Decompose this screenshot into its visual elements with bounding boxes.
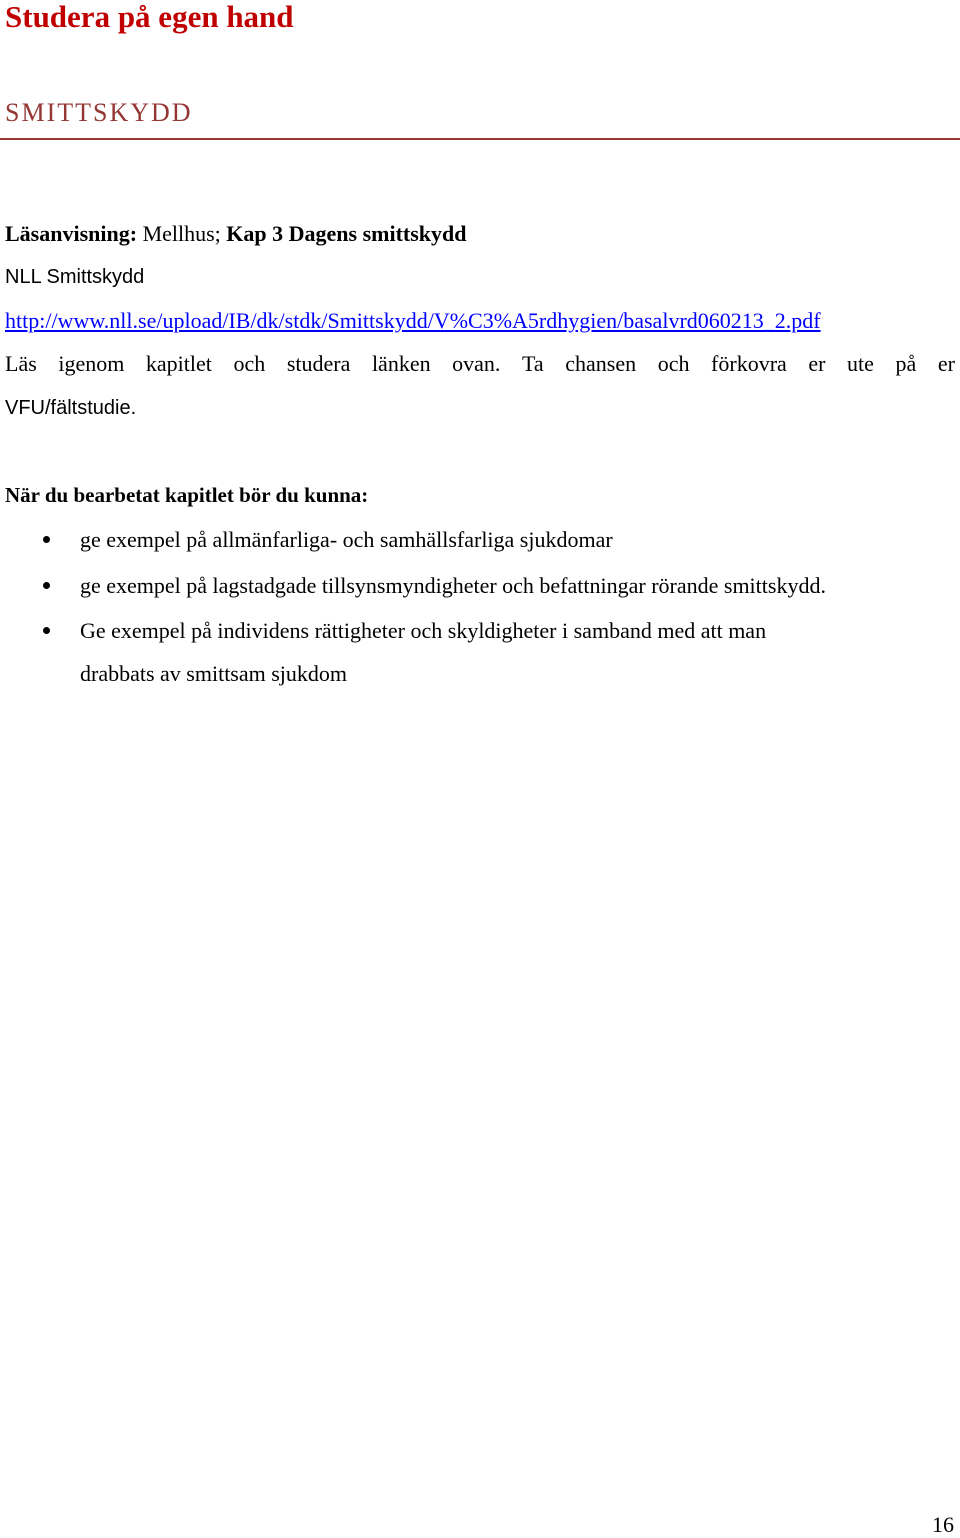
instruction-word: er	[808, 351, 826, 376]
source-name: NLL Smittskydd	[5, 266, 145, 288]
page-number: 16	[932, 1512, 954, 1537]
instruction-word: och	[233, 351, 266, 376]
instruction-word: er	[937, 351, 955, 376]
reading-instruction	[5, 220, 467, 248]
goal-item: Ge exempel på individens rättigheter och skyldigheter i samband med att man	[80, 618, 767, 643]
goal-item: ge exempel på lagstadgade tillsynsmyndigheter och befattningar rörande smittskydd.	[80, 573, 826, 598]
reading-author: Mellhus;	[137, 221, 227, 246]
instruction-word: Ta	[522, 351, 544, 376]
goal-item: ge exempel på allmänfarliga- och samhällsfarliga sjukdomar	[80, 527, 613, 552]
instruction-word: förkovra	[711, 351, 787, 376]
page-title: Studera på egen hand	[5, 0, 294, 34]
instruction-line	[5, 350, 955, 378]
section-rule	[0, 138, 960, 140]
instruction-word: igenom	[58, 351, 125, 376]
instruction-word: länken	[371, 351, 431, 376]
source-link-line	[5, 307, 821, 335]
instruction-continuation: VFU/fältstudie.	[5, 397, 137, 419]
section-heading: SMITTSKYDD	[5, 98, 193, 127]
instruction-word: och	[657, 351, 690, 376]
instruction-word: Läs	[5, 351, 37, 376]
reading-label: Läsanvisning:	[5, 221, 138, 246]
reading-chapter: Kap 3 Dagens smittskydd	[226, 221, 467, 246]
bullet-icon	[43, 627, 50, 634]
instruction-word: ute	[847, 351, 874, 376]
instruction-word: på	[895, 351, 917, 376]
instruction-word: ovan.	[452, 351, 501, 376]
instruction-word: kapitlet	[145, 351, 212, 376]
instruction-word: chansen	[565, 351, 637, 376]
bullet-icon	[43, 582, 50, 589]
bullet-icon	[43, 536, 50, 543]
goal-item-continuation: drabbats av smittsam sjukdom	[80, 661, 348, 686]
source-link[interactable]: http://www.nll.se/upload/IB/dk/stdk/Smittskydd/V%C3%A5rdhygien/basalvrd060213_2.pdf	[5, 308, 821, 333]
goals-heading: När du bearbetat kapitlet bör du kunna:	[5, 483, 369, 507]
instruction-word: studera	[286, 351, 351, 376]
